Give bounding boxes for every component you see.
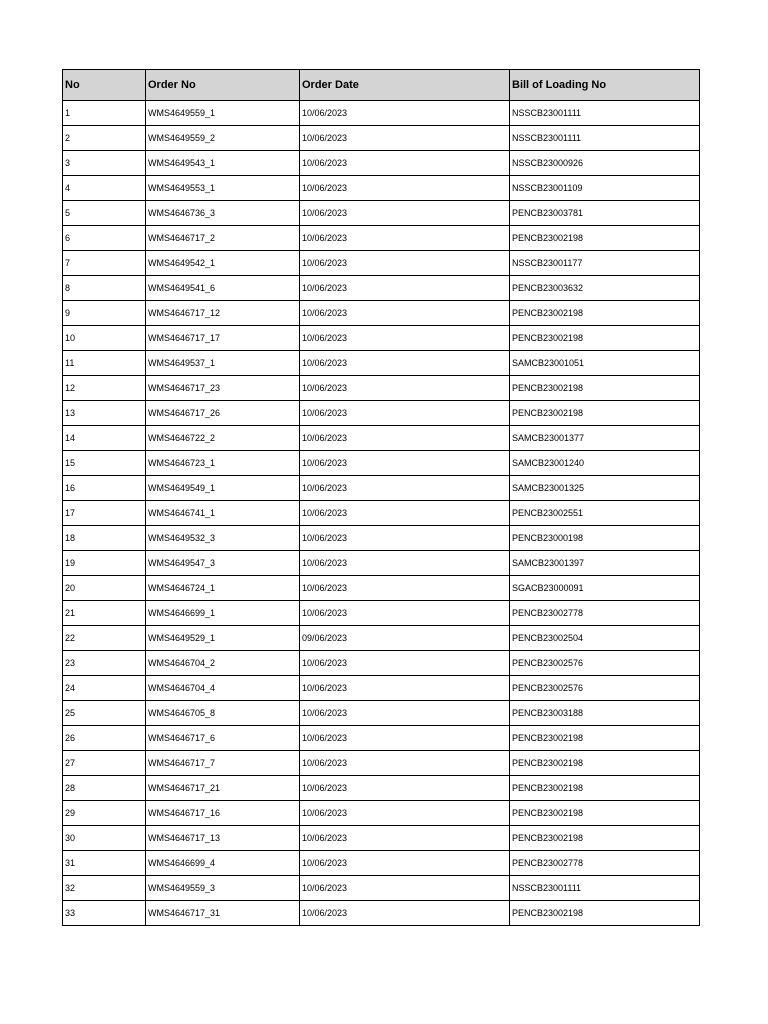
table-row	[63, 551, 700, 576]
cell-order-no: WMS4646699_1	[146, 601, 300, 626]
table-row	[63, 451, 700, 476]
cell-order-date: 10/06/2023	[300, 201, 510, 226]
cell-order-no: WMS4646724_1	[146, 576, 300, 601]
cell-order-no: WMS4649559_1	[146, 101, 300, 126]
cell-order-no: WMS4646705_8	[146, 701, 300, 726]
cell-order-date: 10/06/2023	[300, 826, 510, 851]
cell-order-date: 10/06/2023	[300, 576, 510, 601]
cell-no: 29	[63, 801, 146, 826]
cell-no: 12	[63, 376, 146, 401]
cell-order-date: 10/06/2023	[300, 176, 510, 201]
cell-no: 20	[63, 576, 146, 601]
table-row	[63, 301, 700, 326]
cell-bill-of-loading-no: PENCB23002551	[510, 501, 700, 526]
cell-order-date: 10/06/2023	[300, 351, 510, 376]
cell-order-date: 10/06/2023	[300, 501, 510, 526]
table-row	[63, 226, 700, 251]
table-header	[63, 70, 700, 101]
table-row	[63, 651, 700, 676]
cell-order-no: WMS4649549_1	[146, 476, 300, 501]
cell-order-no: WMS4646723_1	[146, 451, 300, 476]
cell-order-no: WMS4649537_1	[146, 351, 300, 376]
cell-bill-of-loading-no: PENCB23002778	[510, 851, 700, 876]
cell-bill-of-loading-no: SGACB23000091	[510, 576, 700, 601]
cell-no: 18	[63, 526, 146, 551]
table-row	[63, 251, 700, 276]
cell-bill-of-loading-no: PENCB23003188	[510, 701, 700, 726]
cell-bill-of-loading-no: PENCB23002198	[510, 801, 700, 826]
cell-order-date: 10/06/2023	[300, 426, 510, 451]
table-row	[63, 426, 700, 451]
cell-no: 24	[63, 676, 146, 701]
cell-bill-of-loading-no: SAMCB23001325	[510, 476, 700, 501]
cell-order-no: WMS4649543_1	[146, 151, 300, 176]
cell-no: 8	[63, 276, 146, 301]
cell-no: 31	[63, 851, 146, 876]
cell-order-no: WMS4646704_4	[146, 676, 300, 701]
cell-bill-of-loading-no: PENCB23002576	[510, 676, 700, 701]
cell-order-no: WMS4649553_1	[146, 176, 300, 201]
table-row	[63, 526, 700, 551]
cell-bill-of-loading-no: PENCB23002198	[510, 776, 700, 801]
cell-bill-of-loading-no: SAMCB23001240	[510, 451, 700, 476]
cell-bill-of-loading-no: PENCB23002198	[510, 301, 700, 326]
cell-no: 14	[63, 426, 146, 451]
cell-no: 11	[63, 351, 146, 376]
cell-order-date: 10/06/2023	[300, 701, 510, 726]
cell-no: 9	[63, 301, 146, 326]
cell-bill-of-loading-no: PENCB23002504	[510, 626, 700, 651]
cell-order-date: 10/06/2023	[300, 876, 510, 901]
cell-order-date: 10/06/2023	[300, 151, 510, 176]
header-order-no: Order No	[146, 70, 300, 101]
cell-order-date: 10/06/2023	[300, 251, 510, 276]
cell-order-date: 10/06/2023	[300, 101, 510, 126]
cell-order-date: 09/06/2023	[300, 626, 510, 651]
cell-order-no: WMS4649542_1	[146, 251, 300, 276]
cell-order-date: 10/06/2023	[300, 451, 510, 476]
cell-bill-of-loading-no: PENCB23002198	[510, 726, 700, 751]
cell-no: 17	[63, 501, 146, 526]
cell-order-date: 10/06/2023	[300, 401, 510, 426]
cell-bill-of-loading-no: NSSCB23001111	[510, 126, 700, 151]
cell-order-date: 10/06/2023	[300, 901, 510, 926]
cell-bill-of-loading-no: PENCB23002198	[510, 826, 700, 851]
cell-order-date: 10/06/2023	[300, 851, 510, 876]
cell-bill-of-loading-no: NSSCB23001111	[510, 876, 700, 901]
cell-no: 21	[63, 601, 146, 626]
cell-order-no: WMS4646717_12	[146, 301, 300, 326]
cell-order-no: WMS4646717_17	[146, 326, 300, 351]
cell-bill-of-loading-no: SAMCB23001397	[510, 551, 700, 576]
cell-bill-of-loading-no: NSSCB23000926	[510, 151, 700, 176]
cell-order-date: 10/06/2023	[300, 376, 510, 401]
cell-no: 19	[63, 551, 146, 576]
cell-order-no: WMS4649541_6	[146, 276, 300, 301]
cell-no: 28	[63, 776, 146, 801]
cell-bill-of-loading-no: PENCB23002198	[510, 376, 700, 401]
table-body	[63, 101, 700, 926]
table-row	[63, 501, 700, 526]
cell-no: 25	[63, 701, 146, 726]
cell-bill-of-loading-no: PENCB23002576	[510, 651, 700, 676]
header-order-date: Order Date	[300, 70, 510, 101]
cell-order-no: WMS4646717_26	[146, 401, 300, 426]
cell-bill-of-loading-no: PENCB23002198	[510, 226, 700, 251]
cell-no: 23	[63, 651, 146, 676]
table-row	[63, 601, 700, 626]
cell-no: 2	[63, 126, 146, 151]
cell-order-no: WMS4646717_23	[146, 376, 300, 401]
cell-no: 27	[63, 751, 146, 776]
table-row	[63, 701, 700, 726]
table-row	[63, 101, 700, 126]
cell-no: 33	[63, 901, 146, 926]
cell-bill-of-loading-no: PENCB23002198	[510, 901, 700, 926]
table-row	[63, 776, 700, 801]
cell-order-no: WMS4646717_6	[146, 726, 300, 751]
cell-order-no: WMS4649547_3	[146, 551, 300, 576]
cell-no: 10	[63, 326, 146, 351]
cell-bill-of-loading-no: PENCB23003781	[510, 201, 700, 226]
cell-no: 32	[63, 876, 146, 901]
cell-order-date: 10/06/2023	[300, 776, 510, 801]
cell-order-date: 10/06/2023	[300, 726, 510, 751]
cell-no: 6	[63, 226, 146, 251]
table-row	[63, 176, 700, 201]
cell-bill-of-loading-no: SAMCB23001377	[510, 426, 700, 451]
table-row	[63, 901, 700, 926]
cell-order-date: 10/06/2023	[300, 526, 510, 551]
table-row	[63, 576, 700, 601]
table-row	[63, 126, 700, 151]
cell-order-date: 10/06/2023	[300, 301, 510, 326]
cell-order-date: 10/06/2023	[300, 551, 510, 576]
table-row	[63, 351, 700, 376]
cell-order-date: 10/06/2023	[300, 801, 510, 826]
cell-order-no: WMS4649559_2	[146, 126, 300, 151]
table-row	[63, 801, 700, 826]
cell-order-date: 10/06/2023	[300, 126, 510, 151]
table-row	[63, 376, 700, 401]
cell-order-no: WMS4646717_13	[146, 826, 300, 851]
table-row	[63, 626, 700, 651]
header-row	[63, 70, 700, 101]
table-row	[63, 276, 700, 301]
cell-no: 7	[63, 251, 146, 276]
cell-order-no: WMS4646717_16	[146, 801, 300, 826]
cell-bill-of-loading-no: PENCB23002198	[510, 401, 700, 426]
table-row	[63, 326, 700, 351]
cell-order-no: WMS4646722_2	[146, 426, 300, 451]
table-row	[63, 676, 700, 701]
cell-order-no: WMS4646736_3	[146, 201, 300, 226]
cell-order-date: 10/06/2023	[300, 276, 510, 301]
cell-order-date: 10/06/2023	[300, 651, 510, 676]
cell-order-no: WMS4646717_2	[146, 226, 300, 251]
cell-order-date: 10/06/2023	[300, 601, 510, 626]
cell-order-no: WMS4649532_3	[146, 526, 300, 551]
cell-bill-of-loading-no: PENCB23003632	[510, 276, 700, 301]
header-bill-of-loading-no: Bill of Loading No	[510, 70, 700, 101]
cell-order-date: 10/06/2023	[300, 326, 510, 351]
cell-no: 4	[63, 176, 146, 201]
cell-no: 3	[63, 151, 146, 176]
cell-bill-of-loading-no: SAMCB23001051	[510, 351, 700, 376]
cell-order-no: WMS4646717_31	[146, 901, 300, 926]
cell-order-no: WMS4646717_21	[146, 776, 300, 801]
cell-order-no: WMS4649559_3	[146, 876, 300, 901]
cell-order-no: WMS4649529_1	[146, 626, 300, 651]
cell-no: 16	[63, 476, 146, 501]
table-row	[63, 851, 700, 876]
cell-order-no: WMS4646741_1	[146, 501, 300, 526]
cell-no: 5	[63, 201, 146, 226]
table-row	[63, 751, 700, 776]
table-row	[63, 826, 700, 851]
cell-order-date: 10/06/2023	[300, 751, 510, 776]
cell-order-no: WMS4646704_2	[146, 651, 300, 676]
cell-bill-of-loading-no: PENCB23002198	[510, 326, 700, 351]
cell-no: 22	[63, 626, 146, 651]
orders-table	[62, 69, 700, 926]
cell-bill-of-loading-no: NSSCB23001177	[510, 251, 700, 276]
cell-order-no: WMS4646699_4	[146, 851, 300, 876]
cell-no: 13	[63, 401, 146, 426]
table-row	[63, 151, 700, 176]
cell-bill-of-loading-no: NSSCB23001111	[510, 101, 700, 126]
cell-order-date: 10/06/2023	[300, 676, 510, 701]
cell-bill-of-loading-no: NSSCB23001109	[510, 176, 700, 201]
table-row	[63, 201, 700, 226]
header-no: No	[63, 70, 146, 101]
cell-order-no: WMS4646717_7	[146, 751, 300, 776]
cell-no: 30	[63, 826, 146, 851]
cell-bill-of-loading-no: PENCB23002198	[510, 751, 700, 776]
table-row	[63, 401, 700, 426]
table-row	[63, 726, 700, 751]
cell-bill-of-loading-no: PENCB23000198	[510, 526, 700, 551]
cell-order-date: 10/06/2023	[300, 476, 510, 501]
cell-no: 26	[63, 726, 146, 751]
cell-no: 1	[63, 101, 146, 126]
cell-bill-of-loading-no: PENCB23002778	[510, 601, 700, 626]
cell-no: 15	[63, 451, 146, 476]
cell-order-date: 10/06/2023	[300, 226, 510, 251]
table-row	[63, 876, 700, 901]
table-row	[63, 476, 700, 501]
